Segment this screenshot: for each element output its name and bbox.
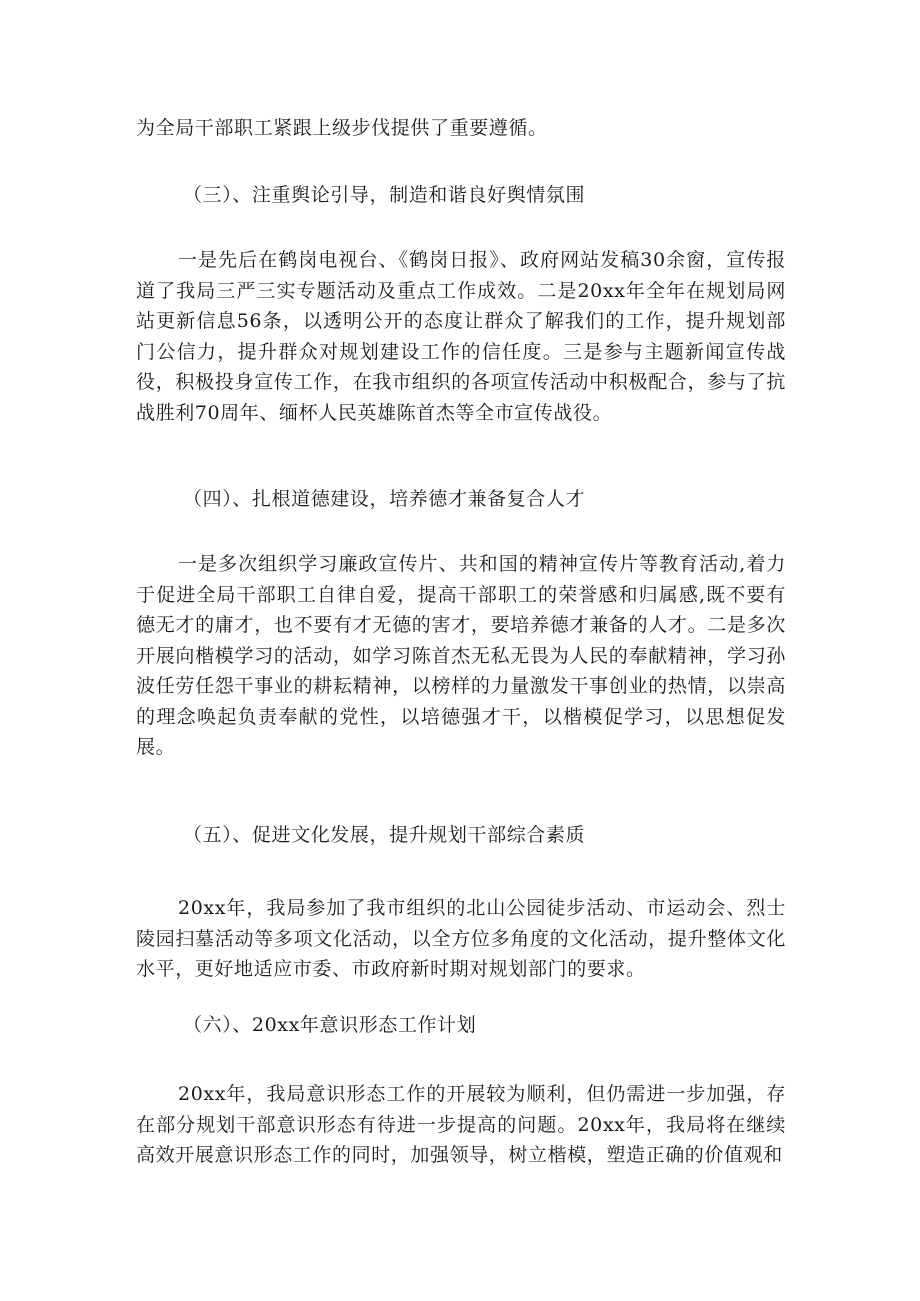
section-heading-6: （六）、20xx年意识形态工作计划: [183, 1014, 477, 1036]
section-body-4: 一是多次组织学习廉政宣传片、共和国的精神宣传片等教育活动,着力于促进全局干部职工自律自爱，提高干部职工的荣誉感和归属感,既不要有德无才的庸才，也不要有才无德的害才，要培养德才兼备的人才。二是多次开展向楷模学习的活动，如学习陈首杰无私无畏为人民的奉献精神，学习孙波任劳任怨干事业的耕耘精神，以榜样的力量激发干事创业的热情，以崇高的理念唤起负责奉献的党性，以培德强才干，以楷模促学习，以思想促发展。: [136, 553, 786, 758]
section-heading-3: （三）、注重舆论引导，制造和谐良好舆情氛围: [183, 184, 586, 206]
section-body-6: 20xx年，我局意识形态工作的开展较为顺利，但仍需进一步加强，存在部分规划干部意识形态有待进一步提高的问题。20xx年，我局将在继续高效开展意识形态工作的同时，加强领导，树立楷模，塑造正确的价值观和: [136, 1083, 786, 1166]
section-body-3: 一是先后在鹤岗电视台、《鹤岗日报》、政府网站发稿30余窗，宣传报道了我局三严三实专题活动及重点工作成效。二是20xx年全年在规划局网站更新信息56条，以透明公开的态度让群众了解我们的工作，提升规划部门公信力，提升群众对规划建设工作的信任度。三是参与主题新闻宣传战役，积极投身宣传工作，在我市组织的各项宣传活动中积极配合，参与了抗战胜利70周年、缅杯人民英雄陈首杰等全市宣传战役。: [136, 249, 786, 424]
section-heading-4: （四）、扎根道德建设，培养德才兼备复合人才: [183, 488, 586, 510]
section-body-5: 20xx年，我局参加了我市组织的北山公园徒步活动、市运动会、烈士陵园扫墓活动等多项文化活动，以全方位多角度的文化活动，提升整体文化水平，更好地适应市委、市政府新时期对规划部门的要求。: [136, 897, 786, 980]
continuation-paragraph: 为全局干部职工紧跟上级步伐提供了重要遵循。: [136, 117, 548, 139]
section-heading-5: （五）、促进文化发展，提升规划干部综合素质: [183, 824, 586, 846]
